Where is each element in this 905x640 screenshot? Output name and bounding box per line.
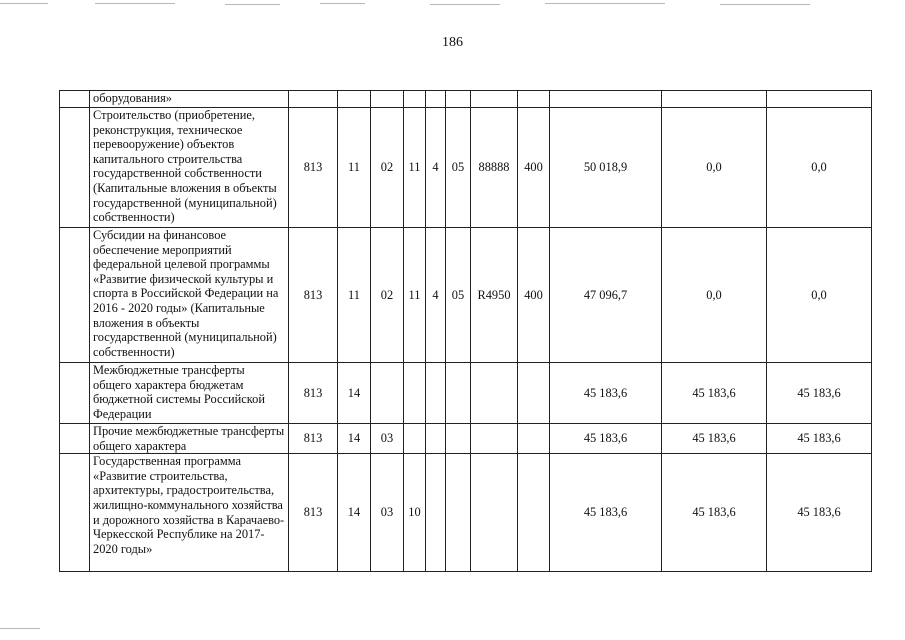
code-program: 11	[404, 228, 426, 363]
code-expense-type	[518, 454, 550, 572]
code-program: 10	[404, 454, 426, 572]
code-program	[404, 363, 426, 424]
amount-year-3: 45 183,6	[767, 454, 872, 572]
amount-year-3: 45 183,6	[767, 363, 872, 424]
code-direction: R4950	[471, 228, 518, 363]
code-program	[404, 91, 426, 108]
page-number: 186	[442, 35, 463, 50]
amount-year-2	[662, 91, 767, 108]
amount-year-1: 45 183,6	[550, 454, 662, 572]
code-subprogram	[426, 91, 446, 108]
code-section: 11	[338, 108, 371, 228]
amount-year-2: 0,0	[662, 108, 767, 228]
code-ministry: 813	[289, 363, 338, 424]
amount-year-3: 0,0	[767, 108, 872, 228]
code-event: 05	[446, 108, 471, 228]
table-row	[60, 108, 872, 228]
code-subprogram	[426, 363, 446, 424]
scan-artifact	[320, 3, 365, 4]
table-row	[60, 454, 872, 572]
row-name: Государственная программа «Развитие строительства, архитектуры, градостроительства, жилищно-коммунального хозяйства и дорожного хозяйства в Карачаево-Черкесской Республике на 2017-2020 годы»	[90, 454, 289, 572]
code-program: 11	[404, 108, 426, 228]
code-ministry: 813	[289, 108, 338, 228]
amount-year-3	[767, 91, 872, 108]
amount-year-1: 50 018,9	[550, 108, 662, 228]
code-expense-type: 400	[518, 108, 550, 228]
row-name: оборудования»	[90, 91, 289, 108]
scan-artifact	[720, 4, 810, 5]
blank-cell	[60, 228, 90, 363]
code-subsection: 03	[371, 424, 404, 454]
row-name: Строительство (приобретение, реконструкция, техническое перевооружение) объектов капитального строительства государственной собственности (Капитальные вложения в объекты государственной (муниципальной) собственности)	[90, 108, 289, 228]
code-direction	[471, 454, 518, 572]
code-event	[446, 363, 471, 424]
blank-cell	[60, 108, 90, 228]
scan-artifact	[0, 3, 48, 4]
blank-cell	[60, 454, 90, 572]
code-event	[446, 91, 471, 108]
code-subsection	[371, 363, 404, 424]
amount-year-2: 45 183,6	[662, 424, 767, 454]
amount-year-2: 0,0	[662, 228, 767, 363]
code-section: 11	[338, 228, 371, 363]
code-subprogram: 4	[426, 108, 446, 228]
code-subsection: 02	[371, 228, 404, 363]
code-subprogram: 4	[426, 228, 446, 363]
amount-year-1: 47 096,7	[550, 228, 662, 363]
code-direction	[471, 363, 518, 424]
amount-year-1: 45 183,6	[550, 363, 662, 424]
code-section: 14	[338, 454, 371, 572]
scan-artifact	[0, 628, 40, 629]
code-ministry: 813	[289, 228, 338, 363]
scan-artifact	[545, 3, 665, 4]
table-row	[60, 228, 872, 363]
code-subsection	[371, 91, 404, 108]
blank-cell	[60, 363, 90, 424]
scan-artifact	[95, 3, 175, 4]
amount-year-3: 45 183,6	[767, 424, 872, 454]
code-section	[338, 91, 371, 108]
row-name: Межбюджетные трансферты общего характера бюджетам бюджетной системы Российской Федерации	[90, 363, 289, 424]
code-ministry: 813	[289, 424, 338, 454]
row-name: Прочие межбюджетные трансферты общего характера	[90, 424, 289, 454]
row-name: Субсидии на финансовое обеспечение мероприятий федеральной целевой программы «Развитие физической культуры и спорта в Российской Федерации на 2016 - 2020 годы» (Капитальные вложения в объекты государственной (муниципальной) собственности)	[90, 228, 289, 363]
table-row	[60, 91, 872, 108]
blank-cell	[60, 424, 90, 454]
code-expense-type: 400	[518, 228, 550, 363]
blank-cell	[60, 91, 90, 108]
code-expense-type	[518, 91, 550, 108]
amount-year-2: 45 183,6	[662, 454, 767, 572]
amount-year-1: 45 183,6	[550, 424, 662, 454]
table-row	[60, 363, 872, 424]
code-direction	[471, 424, 518, 454]
code-section: 14	[338, 424, 371, 454]
code-subsection: 02	[371, 108, 404, 228]
code-ministry: 813	[289, 454, 338, 572]
amount-year-1	[550, 91, 662, 108]
code-event	[446, 454, 471, 572]
code-event	[446, 424, 471, 454]
amount-year-3: 0,0	[767, 228, 872, 363]
table-row	[60, 424, 872, 454]
budget-table	[59, 90, 872, 572]
scan-artifact	[430, 4, 500, 5]
scan-artifact	[225, 4, 280, 5]
code-program	[404, 424, 426, 454]
code-subprogram	[426, 454, 446, 572]
code-direction	[471, 91, 518, 108]
code-subsection: 03	[371, 454, 404, 572]
code-expense-type	[518, 363, 550, 424]
code-section: 14	[338, 363, 371, 424]
code-event: 05	[446, 228, 471, 363]
code-expense-type	[518, 424, 550, 454]
code-ministry	[289, 91, 338, 108]
code-direction: 88888	[471, 108, 518, 228]
code-subprogram	[426, 424, 446, 454]
amount-year-2: 45 183,6	[662, 363, 767, 424]
